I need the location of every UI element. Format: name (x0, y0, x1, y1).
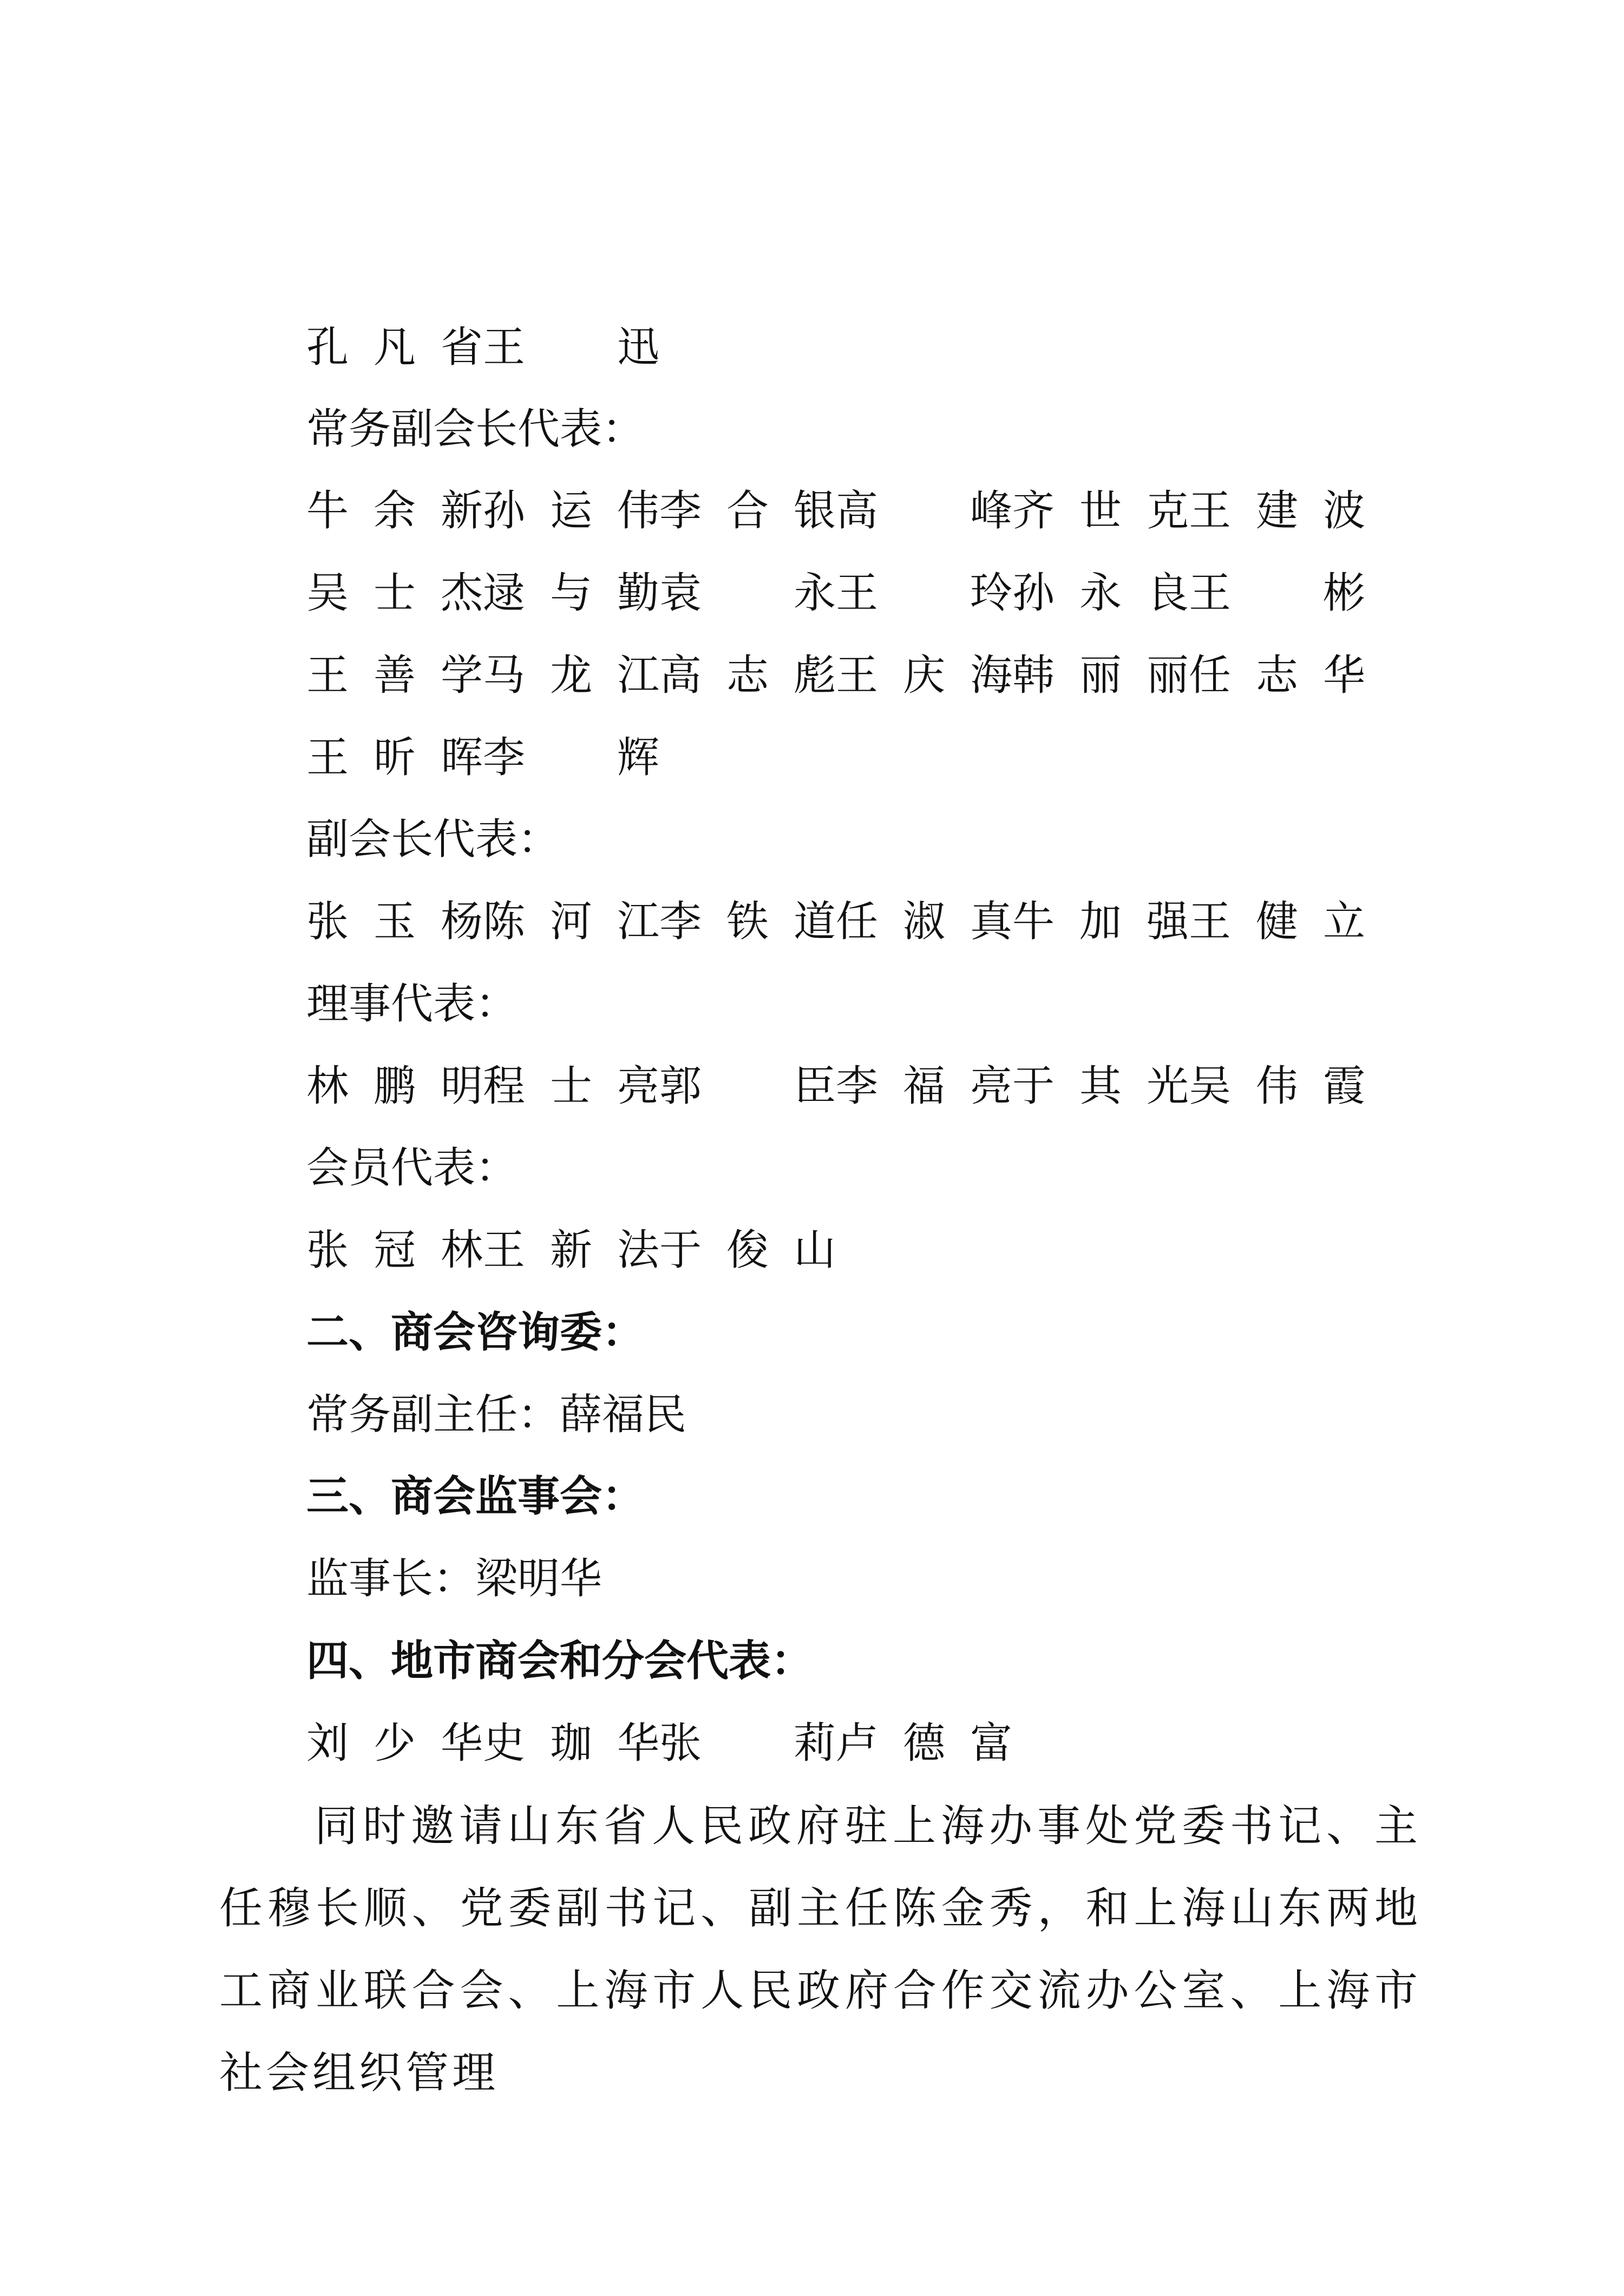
person-name: 卢 德 富 (836, 1719, 1013, 1768)
director-row-1 (306, 1059, 1365, 1113)
member-row-1 (306, 1223, 836, 1277)
person-name: 韩 丽 丽 (1012, 651, 1189, 700)
person-name: 孔 凡 省 (306, 323, 483, 372)
branches-heading: 四、地市商会和分会代表： (306, 1636, 814, 1685)
exec-vp-row-2 (306, 566, 1365, 620)
advisory-heading: 二、商会咨询委： (306, 1308, 645, 1357)
person-name: 孙 运 伟 (483, 487, 660, 535)
person-name (306, 320, 483, 375)
person-name: 程 士 亮 (483, 1062, 660, 1111)
names-row-top (306, 320, 659, 375)
advisory-text: 常务副主任：薛福民 (306, 1390, 687, 1439)
vp-row-1 (306, 895, 1365, 949)
person-name: 王 玲 (836, 569, 1013, 618)
person-name: 高 峰 (836, 487, 1013, 535)
person-name: 齐 世 克 (1012, 487, 1189, 535)
person-name: 史 珈 华 (483, 1719, 660, 1768)
person-name: 林 鹏 明 (306, 1062, 483, 1111)
person-name: 王 健 立 (1189, 897, 1366, 946)
person-name: 王 庆 海 (836, 651, 1013, 700)
person-name: 逯 与 勤 (483, 569, 660, 618)
person-name: 王 建 波 (1189, 487, 1366, 535)
person-name: 王 昕 晖 (306, 733, 483, 782)
exec-vp-row-3 (306, 648, 1365, 703)
branches-row-1 (306, 1716, 1012, 1770)
exec-vp-label: 常务副会长代表： (306, 405, 645, 454)
person-name: 牛 加 强 (1012, 897, 1189, 946)
person-name: 任 志 华 (1189, 651, 1366, 700)
person-name: 李 辉 (483, 733, 660, 782)
person-name: 张 冠 林 (306, 1226, 483, 1275)
person-name: 孙 永 良 (1012, 569, 1189, 618)
person-name: 陈 河 江 (483, 897, 660, 946)
exec-vp-row-1 (306, 484, 1365, 538)
person-name: 李 福 亮 (836, 1062, 1013, 1111)
person-name: 吴 伟 霞 (1189, 1062, 1366, 1111)
person-name: 王 迅 (483, 323, 660, 372)
person-name: 于 俊 山 (659, 1226, 836, 1275)
closing-paragraph: 同时邀请山东省人民政府驻上海办事处党委书记、主任穆长顺、党委副书记、副主任陈金秀，和上海山东两地工商业联合会、上海市人民政府合作交流办公室、上海市社会组织管理 (219, 1801, 1421, 2098)
person-name: 袁 永 (659, 569, 836, 618)
person-name: 高 志 彪 (659, 651, 836, 700)
person-name: 郭 臣 (659, 1062, 836, 1111)
person-name: 马 龙 江 (483, 651, 660, 700)
person-name: 牛 余 新 (306, 487, 483, 535)
person-name: 张 莉 (659, 1719, 836, 1768)
person-name: 刘 少 华 (306, 1719, 483, 1768)
supervisory-text: 监事长：梁明华 (306, 1554, 603, 1603)
person-name: 王 新 法 (483, 1226, 660, 1275)
person-name: 王 善 学 (306, 651, 483, 700)
person-name: 任 淑 真 (836, 897, 1013, 946)
person-name: 李 铁 道 (659, 897, 836, 946)
person-name: 王 彬 (1189, 569, 1366, 618)
member-label: 会员代表： (306, 1144, 518, 1192)
person-name: 吴 士 杰 (306, 569, 483, 618)
person-name: 张 玉 杨 (306, 897, 483, 946)
vp-label: 副会长代表： (306, 815, 560, 864)
exec-vp-row-4 (306, 731, 659, 785)
director-label: 理事代表： (306, 980, 518, 1028)
person-name: 李 合 银 (659, 487, 836, 535)
supervisory-heading: 三、商会监事会： (306, 1472, 645, 1521)
person-name (483, 320, 659, 375)
person-name: 于 其 光 (1012, 1062, 1189, 1111)
